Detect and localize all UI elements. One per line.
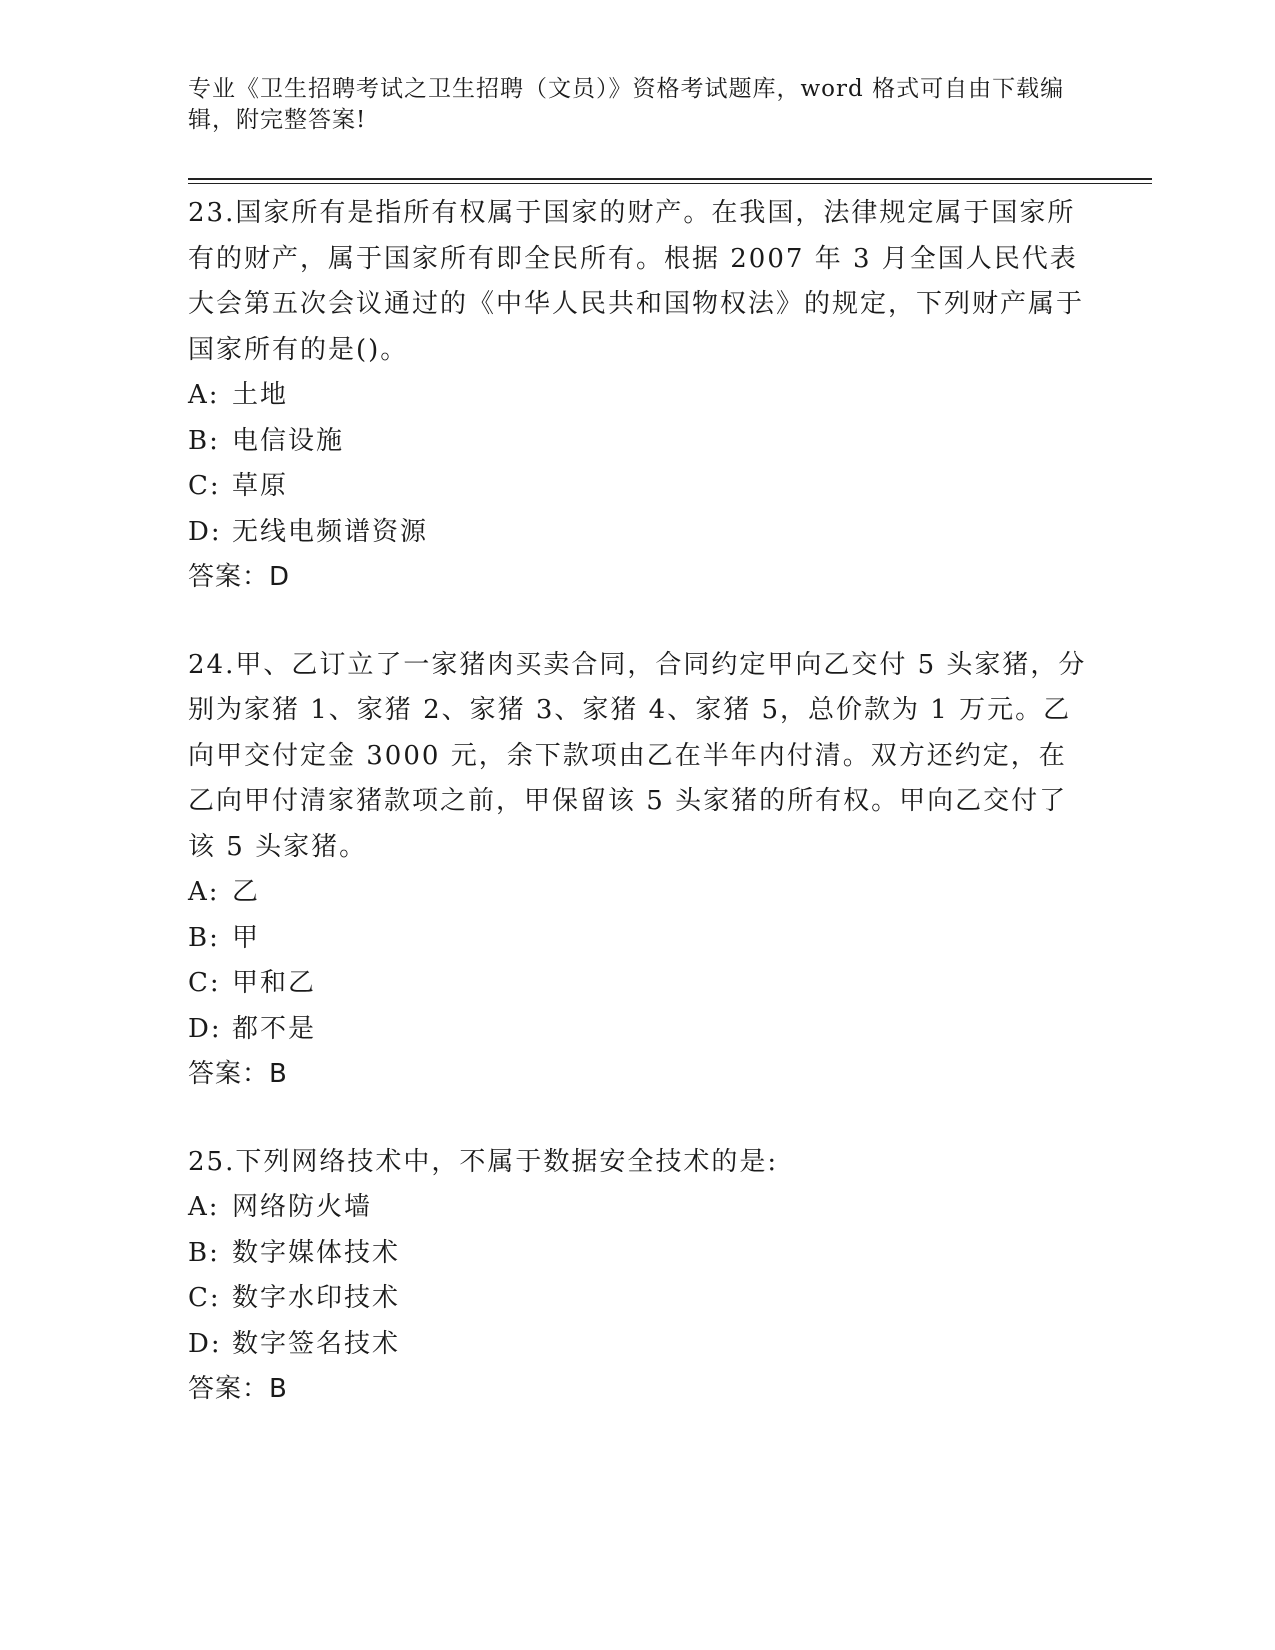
option-key: B: [188,922,220,953]
option-text: 数字媒体技术 [232,1237,401,1268]
question-spacer [188,1098,1088,1140]
document-intro: 专业《卫生招聘考试之卫生招聘（文员）》资格考试题库，word 格式可自由下载编辑，附完整答案! [188,76,1065,133]
question-spacer [188,601,1088,643]
question-stem: 24.甲、乙订立了一家猪肉买卖合同，合同约定甲向乙交付 5 头家猪，分别为家猪 1、家猪 2、家猪 3、家猪 4、家猪 5，总价款为 1 万元。乙向甲交付定金 3000 元，余下款项由乙在半年内付清。双方还约定，在乙向甲付清家猪款项之前，甲保留该 5 头家猪的所有权。甲向乙交付了该 5 头家猪。 [188,649,1087,862]
option-text: 数字签名技术 [232,1328,401,1359]
option-a [188,373,1088,419]
option-key: B: [188,1237,220,1268]
header-divider [188,178,1152,184]
answer-line: 答案：D [188,562,291,592]
option-c [188,961,1088,1007]
option-text: 无线电频谱资源 [232,516,429,547]
option-d [188,1007,1088,1053]
option-key: D: [188,1328,222,1359]
option-d [188,1322,1088,1368]
option-text: 数字水印技术 [232,1283,401,1313]
answer-line: 答案：B [188,1059,288,1089]
option-key: B: [188,425,220,456]
option-key: A: [188,1192,220,1222]
option-b [188,419,1088,465]
option-text: 草原 [232,471,289,501]
question-23 [188,191,1088,601]
option-a [188,1185,1088,1231]
option-c [188,1276,1088,1322]
question-stem: 23.国家所有是指所有权属于国家的财产。在我国，法律规定属于国家所有的财产，属于国家所有即全民所有。根据 2007 年 3 月全国人民代表大会第五次会议通过的《中华人民共和国物权法》的规定，下列财产属于国家所有的是()。 [188,198,1085,365]
option-text: 都不是 [232,1013,317,1044]
option-b [188,1231,1088,1277]
option-key: D: [188,1013,222,1044]
option-text: 电信设施 [232,425,345,456]
question-stem: 25.下列网络技术中，不属于数据安全技术的是: [188,1146,779,1177]
question-24 [188,643,1088,1098]
option-c [188,464,1088,510]
option-text: 土地 [232,380,289,410]
question-list [188,191,1088,1413]
option-key: A: [188,380,220,410]
option-a [188,870,1088,916]
option-key: C: [188,471,221,501]
option-text: 网络防火墙 [232,1192,373,1222]
option-key: A: [188,877,220,907]
option-d [188,510,1088,556]
option-key: C: [188,968,221,998]
answer-line: 答案：B [188,1374,288,1404]
option-key: C: [188,1283,221,1313]
option-key: D: [188,516,222,547]
option-b [188,916,1088,962]
option-text: 甲 [232,922,261,953]
option-text: 甲和乙 [232,968,317,998]
question-25 [188,1140,1088,1413]
option-text: 乙 [232,877,261,907]
